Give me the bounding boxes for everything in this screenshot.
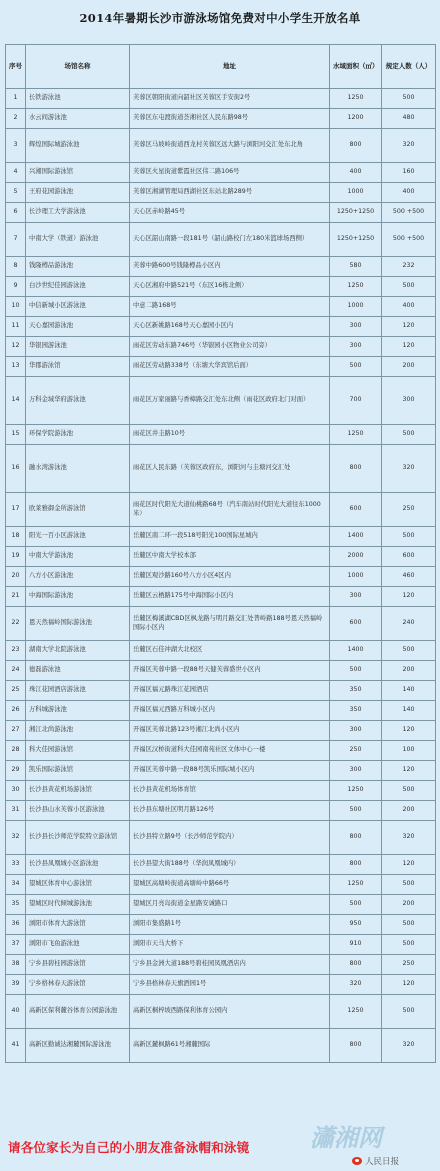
table-row xyxy=(6,801,436,821)
water-area: 250 xyxy=(330,741,382,761)
table-row xyxy=(6,607,436,641)
water-area: 1250 xyxy=(330,781,382,801)
row-number: 5 xyxy=(6,183,26,203)
venue-address: 高新区麓枫路61号湘麓国际 xyxy=(130,1029,330,1063)
venue-address: 开福区芙蓉中路一段88号天健芙蓉盛世小区内 xyxy=(130,661,330,681)
table-row xyxy=(6,855,436,875)
row-number: 11 xyxy=(6,317,26,337)
row-number: 33 xyxy=(6,855,26,875)
row-number: 24 xyxy=(6,661,26,681)
table-row xyxy=(6,129,436,163)
table-row xyxy=(6,493,436,527)
venue-address: 天心区赤岭路45号 xyxy=(130,203,330,223)
venue-name: 中海国际游泳池 xyxy=(26,587,130,607)
table-row xyxy=(6,183,436,203)
venue-name: 湖南大学北院游泳池 xyxy=(26,641,130,661)
capacity: 250 xyxy=(382,955,436,975)
water-area: 1000 xyxy=(330,567,382,587)
row-number: 36 xyxy=(6,915,26,935)
venue-address: 芙蓉区火星街道紫霞社区伟二路106号 xyxy=(130,163,330,183)
water-area: 1250 xyxy=(330,875,382,895)
venue-address: 岳麓区云栖路175号中海国际小区内 xyxy=(130,587,330,607)
table-row xyxy=(6,955,436,975)
table-row xyxy=(6,277,436,297)
water-area: 1400 xyxy=(330,641,382,661)
water-area: 700 xyxy=(330,377,382,425)
table-row xyxy=(6,721,436,741)
table-row xyxy=(6,995,436,1029)
parent-reminder: 请各位家长为自己的小朋友准备泳帽和泳镜 xyxy=(8,1140,250,1155)
water-area: 350 xyxy=(330,681,382,701)
water-area: 1250 xyxy=(330,89,382,109)
venue-name: 中南大学（铁道）游泳池 xyxy=(26,223,130,257)
venue-address: 天心区新姚路168号天心嘉园小区内 xyxy=(130,317,330,337)
venue-name: 长沙县黄花机场游泳馆 xyxy=(26,781,130,801)
capacity: 240 xyxy=(382,607,436,641)
water-area: 350 xyxy=(330,701,382,721)
venue-name: 长沙县凤凰城小区游泳池 xyxy=(26,855,130,875)
venue-name: 阳光一百小区游泳池 xyxy=(26,527,130,547)
row-number: 23 xyxy=(6,641,26,661)
capacity: 480 xyxy=(382,109,436,129)
capacity: 400 xyxy=(382,183,436,203)
venue-name: 珠江花园酒店游泳池 xyxy=(26,681,130,701)
venue-name: 王府花园游泳池 xyxy=(26,183,130,203)
row-number: 39 xyxy=(6,975,26,995)
venue-address: 雨花区时代阳光大道仙桃路68号（汽车南站时代阳光大道往东1000米） xyxy=(130,493,330,527)
table-row xyxy=(6,781,436,801)
venue-address: 浏阳市集盛路1号 xyxy=(130,915,330,935)
venue-name: 湘江北尚游泳池 xyxy=(26,721,130,741)
venue-name: 中南大学游泳池 xyxy=(26,547,130,567)
table-row xyxy=(6,935,436,955)
water-area: 600 xyxy=(330,493,382,527)
row-number: 4 xyxy=(6,163,26,183)
capacity: 500 xyxy=(382,781,436,801)
capacity: 500 xyxy=(382,277,436,297)
table-row xyxy=(6,257,436,277)
row-number: 38 xyxy=(6,955,26,975)
water-area: 300 xyxy=(330,721,382,741)
venue-address: 天心区韶山南路一段181号（韶山路校门左180米篮球场西侧） xyxy=(130,223,330,257)
table-row xyxy=(6,875,436,895)
water-area: 1250 xyxy=(330,425,382,445)
water-area: 1250+1250 xyxy=(330,223,382,257)
capacity: 500 xyxy=(382,875,436,895)
row-number: 34 xyxy=(6,875,26,895)
venue-name: 天心嘉园游泳池 xyxy=(26,317,130,337)
venue-address: 浏阳市天马大桥下 xyxy=(130,935,330,955)
row-number: 40 xyxy=(6,995,26,1029)
venue-name: 长沙县山水芙蓉小区游泳池 xyxy=(26,801,130,821)
venue-address: 开福区芙蓉北路123号湘江北尚小区内 xyxy=(130,721,330,741)
capacity: 120 xyxy=(382,337,436,357)
row-number: 15 xyxy=(6,425,26,445)
capacity: 400 xyxy=(382,297,436,317)
row-number: 9 xyxy=(6,277,26,297)
source-label: 人民日报 xyxy=(365,1157,400,1167)
capacity: 500 +500 xyxy=(382,203,436,223)
water-area: 500 xyxy=(330,357,382,377)
venue-name: 华郡游泳馆 xyxy=(26,357,130,377)
row-number: 27 xyxy=(6,721,26,741)
water-area: 500 xyxy=(330,801,382,821)
table-row xyxy=(6,377,436,425)
table-row xyxy=(6,337,436,357)
row-number: 1 xyxy=(6,89,26,109)
table-row xyxy=(6,641,436,661)
table-row xyxy=(6,317,436,337)
venue-address: 雨花区井圭路10号 xyxy=(130,425,330,445)
table-row xyxy=(6,357,436,377)
table-row xyxy=(6,761,436,781)
venue-name: 长沙县长沙师范学院特立游泳馆 xyxy=(26,821,130,855)
venue-name: 万科城游泳池 xyxy=(26,701,130,721)
water-area: 800 xyxy=(330,445,382,493)
header-name: 场馆名称 xyxy=(26,45,130,89)
capacity: 100 xyxy=(382,741,436,761)
water-area: 800 xyxy=(330,855,382,875)
venue-address: 开福区福元西路万科城小区内 xyxy=(130,701,330,721)
venue-address: 长沙县黄花机场体育馆 xyxy=(130,781,330,801)
venue-address: 望城区月亮岛街道金星路安诚路口 xyxy=(130,895,330,915)
capacity: 500 xyxy=(382,641,436,661)
capacity: 200 xyxy=(382,357,436,377)
venue-address: 长沙县望大街188号（华润凤凰城内） xyxy=(130,855,330,875)
venue-address: 高新区桐梓坡西路保利体育公园内 xyxy=(130,995,330,1029)
water-area: 800 xyxy=(330,955,382,975)
table-row xyxy=(6,1029,436,1063)
venue-address: 芙蓉区马坡岭街道西龙村芙蓉区远大路与浏阳河交汇处东北角 xyxy=(130,129,330,163)
venue-address: 岳麓区南二环一段518号阳光100国际星城内 xyxy=(130,527,330,547)
row-number: 22 xyxy=(6,607,26,641)
venue-name: 白沙世纪佳园游泳池 xyxy=(26,277,130,297)
venue-address: 雨花区劳动东路746号（华银园小区物业公司旁） xyxy=(130,337,330,357)
venue-name: 钱隆樽品游泳池 xyxy=(26,257,130,277)
capacity: 320 xyxy=(382,129,436,163)
venue-address: 芙蓉中路600号钱隆樽品小区内 xyxy=(130,257,330,277)
capacity: 500 xyxy=(382,527,436,547)
venue-name: 浏阳市体育大游泳馆 xyxy=(26,915,130,935)
venue-name: 望城区时代倾城游泳池 xyxy=(26,895,130,915)
weibo-icon xyxy=(352,1157,362,1165)
capacity: 232 xyxy=(382,257,436,277)
table-row xyxy=(6,587,436,607)
capacity: 140 xyxy=(382,701,436,721)
row-number: 41 xyxy=(6,1029,26,1063)
capacity: 300 xyxy=(382,377,436,425)
capacity: 200 xyxy=(382,801,436,821)
venue-address: 雨花区人民东路（芙蓉区政府东，浏阳河与圭塘河交汇处 xyxy=(130,445,330,493)
venue-name: 水云间游泳池 xyxy=(26,109,130,129)
venue-name: 辉煌国际城游泳池 xyxy=(26,129,130,163)
row-number: 10 xyxy=(6,297,26,317)
row-number: 17 xyxy=(6,493,26,527)
venue-address: 宁乡县金洲大道188号碧桂园凤凰酒店内 xyxy=(130,955,330,975)
water-area: 400 xyxy=(330,163,382,183)
capacity: 120 xyxy=(382,721,436,741)
capacity: 320 xyxy=(382,1029,436,1063)
table-row xyxy=(6,741,436,761)
capacity: 500 xyxy=(382,89,436,109)
water-area: 1000 xyxy=(330,297,382,317)
venue-address: 芙蓉区湘湖管理局西湖社区东站北路289号 xyxy=(130,183,330,203)
row-number: 32 xyxy=(6,821,26,855)
capacity: 500 xyxy=(382,995,436,1029)
site-watermark: 瀟湘网 xyxy=(310,1123,382,1152)
water-area: 1250 xyxy=(330,277,382,297)
venue-address: 长沙县东塘社区明月路126号 xyxy=(130,801,330,821)
venue-address: 开福区福元路珠江花园酒店 xyxy=(130,681,330,701)
venue-address: 宁乡县格林春天旗酒园1号 xyxy=(130,975,330,995)
table-row xyxy=(6,895,436,915)
water-area: 600 xyxy=(330,607,382,641)
venue-name: 凯乐国际游泳馆 xyxy=(26,761,130,781)
capacity: 460 xyxy=(382,567,436,587)
row-number: 20 xyxy=(6,567,26,587)
water-area: 910 xyxy=(330,935,382,955)
row-number: 25 xyxy=(6,681,26,701)
water-area: 1400 xyxy=(330,527,382,547)
water-area: 800 xyxy=(330,821,382,855)
venue-address: 岳麓区观沙路160号八方小区4区内 xyxy=(130,567,330,587)
water-area: 580 xyxy=(330,257,382,277)
table-row xyxy=(6,661,436,681)
venue-table xyxy=(5,44,436,1063)
header-capacity: 规定人数（人） xyxy=(382,45,436,89)
capacity: 600 xyxy=(382,547,436,567)
venue-name: 高新区勤诚达湘麓国际游泳池 xyxy=(26,1029,130,1063)
capacity: 200 xyxy=(382,661,436,681)
venue-address: 雨花区万家丽路与香樟路交汇处东北侧（雨花区政府北门对面） xyxy=(130,377,330,425)
row-number: 21 xyxy=(6,587,26,607)
capacity: 320 xyxy=(382,821,436,855)
capacity: 250 xyxy=(382,493,436,527)
capacity: 200 xyxy=(382,895,436,915)
venue-address: 长沙县特立路9号（长沙师范学院内） xyxy=(130,821,330,855)
venue-name: 欧莱雅御金所游泳馆 xyxy=(26,493,130,527)
venue-name: 长铁游泳池 xyxy=(26,89,130,109)
table-row xyxy=(6,445,436,493)
water-area: 1000 xyxy=(330,183,382,203)
venue-address: 开福区芙蓉中路一段88号凯乐国际城小区内 xyxy=(130,761,330,781)
table-row xyxy=(6,547,436,567)
water-area: 1250+1250 xyxy=(330,203,382,223)
venue-name: 环保学院游泳池 xyxy=(26,425,130,445)
row-number: 30 xyxy=(6,781,26,801)
water-area: 950 xyxy=(330,915,382,935)
table-row xyxy=(6,297,436,317)
row-number: 8 xyxy=(6,257,26,277)
row-number: 3 xyxy=(6,129,26,163)
water-area: 300 xyxy=(330,587,382,607)
venue-address: 芙蓉区朝阳街道向韶社区芙蓉区手安街2号 xyxy=(130,89,330,109)
row-number: 37 xyxy=(6,935,26,955)
venue-name: 华银园游泳池 xyxy=(26,337,130,357)
venue-name: 八方小区游泳池 xyxy=(26,567,130,587)
capacity: 120 xyxy=(382,975,436,995)
capacity: 500 +500 xyxy=(382,223,436,257)
venue-name: 兴湘国际游泳馆 xyxy=(26,163,130,183)
venue-name: 融水湾游泳池 xyxy=(26,445,130,493)
row-number: 31 xyxy=(6,801,26,821)
row-number: 16 xyxy=(6,445,26,493)
row-number: 35 xyxy=(6,895,26,915)
venue-name: 浏阳市飞鱼游泳池 xyxy=(26,935,130,955)
source-credit xyxy=(352,1155,399,1167)
venue-address: 芙蓉区东屯渡街道荟湘社区人民东路98号 xyxy=(130,109,330,129)
row-number: 7 xyxy=(6,223,26,257)
row-number: 18 xyxy=(6,527,26,547)
table-row xyxy=(6,425,436,445)
row-number: 26 xyxy=(6,701,26,721)
capacity: 500 xyxy=(382,935,436,955)
table-row xyxy=(6,701,436,721)
capacity: 500 xyxy=(382,425,436,445)
table-row xyxy=(6,681,436,701)
row-number: 6 xyxy=(6,203,26,223)
water-area: 1200 xyxy=(330,109,382,129)
venue-name: 科大佳园游泳馆 xyxy=(26,741,130,761)
table-row xyxy=(6,223,436,257)
header-address: 地址 xyxy=(130,45,330,89)
capacity: 140 xyxy=(382,681,436,701)
water-area: 800 xyxy=(330,1029,382,1063)
capacity: 120 xyxy=(382,761,436,781)
table-row xyxy=(6,527,436,547)
header-no: 序号 xyxy=(6,45,26,89)
capacity: 120 xyxy=(382,855,436,875)
venue-name: 长沙理工大学游泳池 xyxy=(26,203,130,223)
table-row xyxy=(6,109,436,129)
water-area: 2000 xyxy=(330,547,382,567)
table-header-row xyxy=(6,45,436,89)
water-area: 300 xyxy=(330,761,382,781)
row-number: 12 xyxy=(6,337,26,357)
capacity: 120 xyxy=(382,317,436,337)
venue-address: 望城区高塘岭街道高塘岭中路66号 xyxy=(130,875,330,895)
table-row xyxy=(6,163,436,183)
water-area: 1250 xyxy=(330,995,382,1029)
row-number: 2 xyxy=(6,109,26,129)
row-number: 13 xyxy=(6,357,26,377)
venue-name: 高新区保利麓谷体育公园游泳池 xyxy=(26,995,130,1029)
table-row xyxy=(6,89,436,109)
venue-address: 岳麓区中南大学校本部 xyxy=(130,547,330,567)
table-row xyxy=(6,975,436,995)
venue-name: 万科金域华府游泳池 xyxy=(26,377,130,425)
table-body xyxy=(6,89,436,1063)
water-area: 320 xyxy=(330,975,382,995)
venue-name: 德磊游泳池 xyxy=(26,661,130,681)
venue-name: 望城区体育中心游泳馆 xyxy=(26,875,130,895)
row-number: 14 xyxy=(6,377,26,425)
water-area: 300 xyxy=(330,337,382,357)
venue-address: 天心区湘府中路521号（东区16栋北侧） xyxy=(130,277,330,297)
water-area: 300 xyxy=(330,317,382,337)
venue-address: 雨花区劳动路338号（东塘大华宾馆后面） xyxy=(130,357,330,377)
row-number: 28 xyxy=(6,741,26,761)
capacity: 500 xyxy=(382,915,436,935)
table-row xyxy=(6,915,436,935)
row-number: 19 xyxy=(6,547,26,567)
venue-address: 开福区汉桥街道科大佳园南苑社区文体中心一楼 xyxy=(130,741,330,761)
water-area: 800 xyxy=(330,129,382,163)
water-area: 500 xyxy=(330,661,382,681)
venue-name: 恩天然福岭国际游泳池 xyxy=(26,607,130,641)
venue-name: 宁乡县碧桂园游泳馆 xyxy=(26,955,130,975)
capacity: 160 xyxy=(382,163,436,183)
header-area: 水域面积（㎡） xyxy=(330,45,382,89)
venue-address: 中意二路168号 xyxy=(130,297,330,317)
venue-name: 中信新城小区游泳池 xyxy=(26,297,130,317)
table-row xyxy=(6,203,436,223)
row-number: 29 xyxy=(6,761,26,781)
capacity: 320 xyxy=(382,445,436,493)
venue-address: 岳麓区石佳冲湖大北校区 xyxy=(130,641,330,661)
capacity: 120 xyxy=(382,587,436,607)
water-area: 500 xyxy=(330,895,382,915)
table-row xyxy=(6,821,436,855)
venue-name: 宁乡格林春天游泳馆 xyxy=(26,975,130,995)
table-row xyxy=(6,567,436,587)
venue-address: 岳麓区梅溪湖CBD区枫龙路与明月路交汇处普岭路188号恩天然福岭国际小区内 xyxy=(130,607,330,641)
page-title: 2014年暑期长沙市游泳场馆免费对中小学生开放名单 xyxy=(79,11,361,25)
